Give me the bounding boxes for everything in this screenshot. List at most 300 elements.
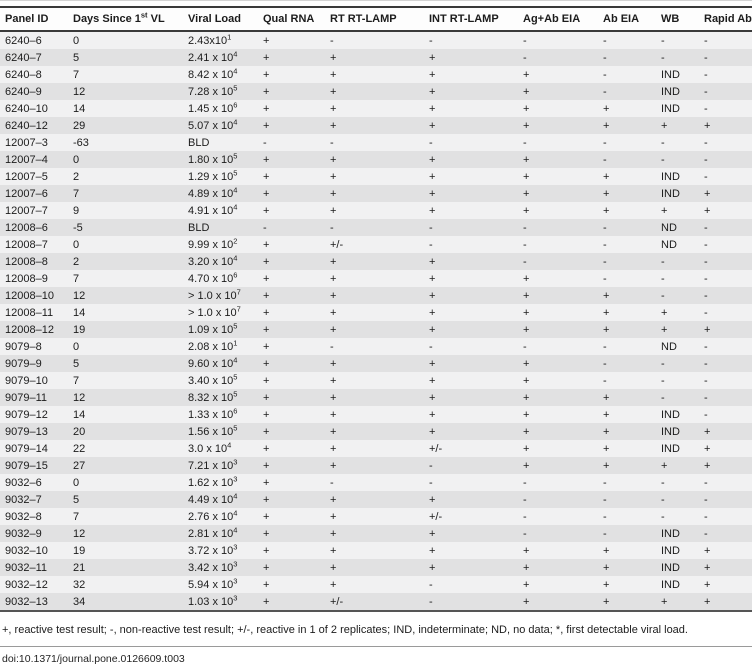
cell-days-since-first-vl: 7: [73, 272, 80, 285]
cell-viral-load: 2.76 x $10^4$: [188, 508, 238, 523]
column-header-rapid-ab: Rapid Ab: [699, 7, 752, 31]
cell-ab-eia: +: [603, 408, 610, 421]
cell-ab-eia: -: [603, 340, 607, 353]
cell-qual-rna: +: [263, 561, 270, 574]
cell-days-since-first-vl: 5: [73, 493, 80, 506]
cell-ab-eia: +: [598, 593, 656, 611]
cell-ab-eia: -: [603, 493, 607, 506]
results-table: [0, 6, 752, 612]
table-row: [0, 474, 752, 491]
table-header: [0, 7, 752, 31]
doi-text: doi:10.1371/journal.pone.0126609.t003: [2, 653, 185, 665]
cell-ag-ab-eia: +: [523, 204, 530, 217]
cell-days-since-first-vl: 14: [73, 306, 86, 319]
cell-rt-rt-lamp: +: [330, 306, 337, 319]
cell-viral-load: > 1.0 x $10^7$: [188, 304, 241, 319]
cell-wb: -: [661, 272, 665, 285]
cell-int-rt-lamp: +/-: [429, 442, 443, 455]
column-header-ag-ab-eia: Ag+Ab EIA: [518, 7, 598, 31]
cell-viral-load: 1.80 x $10^5$: [188, 151, 238, 166]
cell-days-since-first-vl: 20: [73, 425, 86, 438]
cell-days-since-first-vl: 0: [73, 238, 80, 251]
cell-int-rt-lamp: -: [429, 238, 433, 251]
cell-rapid-ab: +: [704, 578, 711, 591]
cell-rapid-ab: -: [704, 68, 708, 81]
cell-rapid-ab: -: [704, 527, 708, 540]
cell-qual-rna: +: [263, 510, 270, 523]
cell-panel-id: 12008–6: [5, 221, 48, 234]
cell-viral-load: 1.62 x $10^3$: [188, 474, 238, 489]
cell-ab-eia: +: [603, 102, 610, 115]
cell-panel-id: 9079–15: [5, 459, 48, 472]
cell-ag-ab-eia: +: [523, 561, 530, 574]
cell-rt-rt-lamp: +: [330, 408, 337, 421]
cell-days-since-first-vl: 2: [73, 255, 80, 268]
cell-viral-load: 9.99 x $10^2$: [188, 236, 238, 251]
cell-qual-rna: +: [263, 527, 270, 540]
cell-ag-ab-eia: +: [523, 272, 530, 285]
cell-panel-id: 12007–7: [5, 204, 48, 217]
cell-ab-eia: -: [603, 510, 607, 523]
cell-viral-load: 5.07 x $10^4$: [188, 117, 238, 132]
cell-viral-load: 1.56 x $10^5$: [188, 423, 238, 438]
cell-wb: -: [661, 289, 665, 302]
table-row: [0, 304, 752, 321]
cell-viral-load: 4.70 x $10^6$: [188, 270, 238, 285]
cell-rt-rt-lamp: +: [330, 493, 337, 506]
cell-days-since-first-vl: 32: [73, 578, 86, 591]
cell-rt-rt-lamp: +: [330, 544, 337, 557]
cell-wb: -: [661, 374, 665, 387]
table-row: [0, 185, 752, 202]
column-header-days-since-first-vl: Days Since 1st VL: [68, 7, 183, 31]
cell-rt-rt-lamp: -: [330, 136, 334, 149]
cell-rt-rt-lamp: +: [330, 391, 337, 404]
cell-panel-id: 9079–11: [5, 391, 48, 404]
cell-wb: ND: [661, 221, 677, 234]
cell-ag-ab-eia: -: [523, 493, 527, 506]
cell-qual-rna: +: [263, 272, 270, 285]
cell-wb: IND: [661, 187, 680, 200]
cell-qual-rna: +: [263, 459, 270, 472]
table-row: [0, 593, 752, 611]
cell-rapid-ab: -: [704, 221, 708, 234]
cell-wb: -: [661, 153, 665, 166]
cell-panel-id: 9079–14: [5, 442, 48, 455]
cell-panel-id: 6240–6: [5, 34, 42, 47]
cell-rt-rt-lamp: +: [330, 153, 337, 166]
cell-int-rt-lamp: +: [429, 561, 436, 574]
cell-viral-load: 9.60 x $10^4$: [188, 355, 238, 370]
cell-ab-eia: -: [603, 476, 607, 489]
cell-ab-eia: -: [603, 51, 607, 64]
cell-wb: IND: [661, 527, 680, 540]
cell-ag-ab-eia: +: [523, 68, 530, 81]
cell-ab-eia: -: [603, 34, 607, 47]
cell-qual-rna: +: [263, 68, 270, 81]
cell-ag-ab-eia: +: [523, 425, 530, 438]
cell-ag-ab-eia: -: [523, 221, 527, 234]
cell-panel-id: 6240–7: [5, 51, 42, 64]
cell-days-since-first-vl: 0: [73, 476, 80, 489]
table-row: [0, 338, 752, 355]
cell-viral-load: 4.49 x $10^4$: [188, 491, 238, 506]
cell-wb: -: [661, 136, 665, 149]
cell-wb: -: [661, 493, 665, 506]
cell-days-since-first-vl: 34: [68, 593, 183, 611]
cell-qual-rna: +: [263, 391, 270, 404]
cell-days-since-first-vl: 19: [73, 544, 86, 557]
cell-rapid-ab: -: [704, 238, 708, 251]
cell-rapid-ab: -: [704, 408, 708, 421]
cell-ag-ab-eia: +: [523, 442, 530, 455]
table-row: [0, 508, 752, 525]
cell-qual-rna: +: [263, 374, 270, 387]
cell-ag-ab-eia: +: [523, 102, 530, 115]
cell-rapid-ab: -: [704, 306, 708, 319]
cell-int-rt-lamp: -: [429, 221, 433, 234]
cell-rapid-ab: +: [704, 204, 711, 217]
cell-rt-rt-lamp: +: [330, 459, 337, 472]
cell-int-rt-lamp: +: [429, 357, 436, 370]
cell-rapid-ab: -: [704, 136, 708, 149]
table-footnote: +, reactive test result; -, non-reactive test result; +/-, reactive in 1 of 2 replicates; IND, indeterminate; ND, no data; *, first detectable viral load.: [2, 624, 688, 636]
cell-rapid-ab: -: [704, 476, 708, 489]
cell-int-rt-lamp: -: [429, 459, 433, 472]
table-row: [0, 491, 752, 508]
cell-panel-id: 9079–8: [5, 340, 42, 353]
cell-qual-rna: +: [263, 442, 270, 455]
cell-ab-eia: +: [603, 306, 610, 319]
table-row: [0, 389, 752, 406]
cell-days-since-first-vl: 14: [73, 408, 86, 421]
cell-viral-load: 1.09 x $10^5$: [188, 321, 238, 336]
cell-panel-id: 12007–6: [5, 187, 48, 200]
cell-panel-id: 6240–12: [5, 119, 48, 132]
cell-int-rt-lamp: +: [429, 68, 436, 81]
cell-rt-rt-lamp: +: [330, 102, 337, 115]
cell-ab-eia: -: [603, 527, 607, 540]
cell-int-rt-lamp: -: [429, 476, 433, 489]
cell-wb: -: [661, 255, 665, 268]
cell-rt-rt-lamp: +: [330, 170, 337, 183]
cell-panel-id: 9079–10: [5, 374, 48, 387]
cell-wb: +: [661, 306, 668, 319]
cell-qual-rna: +: [263, 425, 270, 438]
cell-wb: +: [661, 459, 668, 472]
cell-wb: IND: [661, 170, 680, 183]
cell-ab-eia: +: [603, 578, 610, 591]
cell-ab-eia: -: [603, 272, 607, 285]
cell-ab-eia: +: [603, 425, 610, 438]
cell-ag-ab-eia: +: [523, 289, 530, 302]
table-row: [0, 253, 752, 270]
table-body: [0, 31, 752, 611]
cell-rapid-ab: -: [704, 255, 708, 268]
cell-ag-ab-eia: -: [523, 527, 527, 540]
cell-viral-load: 5.94 x $10^3$: [188, 576, 238, 591]
footnote-divider: [0, 646, 752, 647]
cell-rt-rt-lamp: +/-: [325, 593, 424, 611]
table-row: [0, 100, 752, 117]
cell-rapid-ab: +: [704, 459, 711, 472]
table-row: [0, 66, 752, 83]
cell-days-since-first-vl: 0: [73, 340, 80, 353]
cell-viral-load: 1.45 x $10^6$: [188, 100, 238, 115]
cell-viral-load: 2.08 x $10^1$: [188, 338, 238, 353]
cell-int-rt-lamp: +: [429, 102, 436, 115]
cell-int-rt-lamp: +: [429, 85, 436, 98]
cell-viral-load: 3.72 x $10^3$: [188, 542, 238, 557]
cell-rapid-ab: -: [704, 85, 708, 98]
cell-ab-eia: -: [603, 68, 607, 81]
table-row: [0, 117, 752, 134]
cell-ag-ab-eia: -: [523, 51, 527, 64]
cell-panel-id: 6240–8: [5, 68, 42, 81]
column-header-ab-eia: Ab EIA: [598, 7, 656, 31]
cell-qual-rna: +: [263, 289, 270, 302]
cell-rt-rt-lamp: +: [330, 68, 337, 81]
cell-days-since-first-vl: 7: [73, 68, 80, 81]
cell-ab-eia: +: [603, 459, 610, 472]
cell-qual-rna: +: [263, 340, 270, 353]
column-header-wb: WB: [656, 7, 699, 31]
cell-days-since-first-vl: 7: [73, 374, 80, 387]
cell-days-since-first-vl: -63: [73, 136, 89, 149]
cell-int-rt-lamp: +: [429, 527, 436, 540]
cell-panel-id: 6240–10: [5, 102, 48, 115]
cell-rapid-ab: +: [704, 187, 711, 200]
cell-rapid-ab: +: [704, 425, 711, 438]
table-row: [0, 576, 752, 593]
cell-days-since-first-vl: 7: [73, 510, 80, 523]
cell-wb: +: [661, 119, 668, 132]
cell-int-rt-lamp: -: [424, 593, 518, 611]
cell-int-rt-lamp: +: [429, 255, 436, 268]
cell-panel-id: 9032–13: [0, 593, 68, 611]
cell-panel-id: 12008–12: [5, 323, 54, 336]
cell-ab-eia: -: [603, 255, 607, 268]
cell-qual-rna: +: [263, 493, 270, 506]
cell-rapid-ab: -: [704, 289, 708, 302]
cell-wb: -: [661, 34, 665, 47]
cell-qual-rna: +: [263, 408, 270, 421]
cell-ag-ab-eia: +: [523, 357, 530, 370]
cell-rt-rt-lamp: +: [330, 85, 337, 98]
cell-ab-eia: -: [603, 136, 607, 149]
cell-days-since-first-vl: 2: [73, 170, 80, 183]
cell-wb: -: [661, 51, 665, 64]
cell-qual-rna: +: [263, 51, 270, 64]
cell-viral-load: 3.40 x $10^5$: [188, 372, 238, 387]
cell-rapid-ab: -: [704, 493, 708, 506]
cell-viral-load: 7.21 x $10^3$: [188, 457, 238, 472]
cell-viral-load: 3.42 x $10^3$: [188, 559, 238, 574]
table-row: [0, 202, 752, 219]
table-row: [0, 134, 752, 151]
cell-viral-load: BLD: [188, 136, 210, 149]
cell-panel-id: 12008–7: [5, 238, 48, 251]
cell-rapid-ab: -: [704, 510, 708, 523]
table-row: [0, 287, 752, 304]
cell-int-rt-lamp: +: [429, 323, 436, 336]
cell-qual-rna: +: [263, 544, 270, 557]
cell-rapid-ab: +: [704, 561, 711, 574]
cell-ag-ab-eia: +: [523, 544, 530, 557]
cell-wb: IND: [661, 85, 680, 98]
cell-rapid-ab: +: [704, 544, 711, 557]
cell-qual-rna: +: [263, 204, 270, 217]
table-row: [0, 406, 752, 423]
cell-days-since-first-vl: 27: [73, 459, 86, 472]
cell-qual-rna: +: [263, 153, 270, 166]
cell-ag-ab-eia: +: [523, 578, 530, 591]
cell-int-rt-lamp: +: [429, 306, 436, 319]
cell-days-since-first-vl: 0: [73, 34, 80, 47]
column-header-viral-load: Viral Load: [183, 7, 258, 31]
cell-days-since-first-vl: 5: [73, 357, 80, 370]
cell-ab-eia: -: [603, 238, 607, 251]
cell-int-rt-lamp: -: [429, 136, 433, 149]
cell-wb: +: [656, 593, 699, 611]
cell-wb: -: [661, 510, 665, 523]
cell-panel-id: 9079–9: [5, 357, 42, 370]
cell-rt-rt-lamp: +: [330, 323, 337, 336]
cell-viral-load: 2.41 x $10^4$: [188, 49, 238, 64]
cell-wb: +: [661, 204, 668, 217]
cell-rt-rt-lamp: +: [330, 561, 337, 574]
cell-panel-id: 9032–10: [5, 544, 48, 557]
cell-days-since-first-vl: 19: [73, 323, 86, 336]
cell-int-rt-lamp: +: [429, 544, 436, 557]
cell-viral-load: 2.81 x $10^4$: [188, 525, 238, 540]
cell-ab-eia: +: [603, 544, 610, 557]
cell-days-since-first-vl: 7: [73, 187, 80, 200]
cell-qual-rna: -: [263, 136, 267, 149]
cell-int-rt-lamp: +: [429, 187, 436, 200]
cell-ag-ab-eia: -: [523, 255, 527, 268]
cell-qual-rna: +: [263, 578, 270, 591]
cell-panel-id: 12007–5: [5, 170, 48, 183]
cell-int-rt-lamp: +/-: [429, 510, 443, 523]
cell-rapid-ab: -: [704, 153, 708, 166]
cell-ag-ab-eia: +: [523, 119, 530, 132]
cell-wb: IND: [661, 442, 680, 455]
cell-rt-rt-lamp: +: [330, 578, 337, 591]
cell-rapid-ab: -: [704, 272, 708, 285]
cell-rt-rt-lamp: +: [330, 425, 337, 438]
cell-wb: IND: [661, 578, 680, 591]
cell-ab-eia: -: [603, 374, 607, 387]
table-row: [0, 440, 752, 457]
cell-panel-id: 9079–13: [5, 425, 48, 438]
cell-rt-rt-lamp: +: [330, 527, 337, 540]
cell-qual-rna: +: [263, 119, 270, 132]
cell-ab-eia: +: [603, 323, 610, 336]
cell-qual-rna: -: [263, 221, 267, 234]
cell-viral-load: 8.32 x $10^5$: [188, 389, 238, 404]
column-header-qual-rna: Qual RNA: [258, 7, 325, 31]
cell-rt-rt-lamp: +: [330, 187, 337, 200]
cell-days-since-first-vl: 12: [73, 85, 86, 98]
cell-ab-eia: -: [603, 85, 607, 98]
cell-rt-rt-lamp: +: [330, 51, 337, 64]
cell-int-rt-lamp: -: [429, 340, 433, 353]
cell-viral-load: 4.89 x $10^4$: [188, 185, 238, 200]
cell-ag-ab-eia: -: [523, 34, 527, 47]
table-row: [0, 559, 752, 576]
cell-rapid-ab: +: [699, 593, 752, 611]
cell-panel-id: 12008–9: [5, 272, 48, 285]
cell-panel-id: 9032–11: [5, 561, 48, 574]
cell-panel-id: 9032–9: [5, 527, 42, 540]
cell-ab-eia: +: [603, 561, 610, 574]
cell-days-since-first-vl: 29: [73, 119, 86, 132]
cell-panel-id: 6240–9: [5, 85, 42, 98]
cell-int-rt-lamp: +: [429, 153, 436, 166]
cell-days-since-first-vl: 12: [73, 391, 86, 404]
cell-rapid-ab: +: [704, 323, 711, 336]
cell-rt-rt-lamp: +: [330, 272, 337, 285]
cell-qual-rna: +: [263, 357, 270, 370]
cell-int-rt-lamp: +: [429, 170, 436, 183]
cell-panel-id: 12008–10: [5, 289, 54, 302]
cell-rt-rt-lamp: +: [330, 204, 337, 217]
cell-int-rt-lamp: +: [429, 391, 436, 404]
cell-qual-rna: +: [263, 170, 270, 183]
cell-ag-ab-eia: +: [523, 459, 530, 472]
cell-wb: -: [661, 476, 665, 489]
column-header-rt-rt-lamp: RT RT-LAMP: [325, 7, 424, 31]
cell-qual-rna: +: [263, 85, 270, 98]
cell-ag-ab-eia: -: [523, 340, 527, 353]
table-row: [0, 525, 752, 542]
cell-ag-ab-eia: +: [523, 391, 530, 404]
cell-ag-ab-eia: +: [523, 306, 530, 319]
cell-ag-ab-eia: -: [523, 136, 527, 149]
table-row: [0, 49, 752, 66]
column-header-int-rt-lamp: INT RT-LAMP: [424, 7, 518, 31]
cell-ab-eia: +: [603, 119, 610, 132]
cell-qual-rna: +: [263, 255, 270, 268]
cell-int-rt-lamp: -: [429, 578, 433, 591]
cell-ag-ab-eia: +: [523, 323, 530, 336]
cell-wb: IND: [661, 561, 680, 574]
cell-days-since-first-vl: 12: [73, 289, 86, 302]
cell-ab-eia: +: [603, 187, 610, 200]
cell-viral-load: 7.28 x $10^5$: [188, 83, 238, 98]
cell-viral-load: 1.03 x $10^3$: [183, 593, 258, 611]
cell-days-since-first-vl: 12: [73, 527, 86, 540]
cell-qual-rna: +: [263, 323, 270, 336]
cell-days-since-first-vl: 5: [73, 51, 80, 64]
cell-viral-load: 4.91 x $10^4$: [188, 202, 238, 217]
cell-wb: +: [661, 323, 668, 336]
header-row: [0, 7, 752, 31]
table-row: [0, 219, 752, 236]
cell-days-since-first-vl: -5: [73, 221, 83, 234]
column-header-panel-id: Panel ID: [0, 7, 68, 31]
cell-int-rt-lamp: +: [429, 425, 436, 438]
cell-wb: ND: [661, 238, 677, 251]
cell-viral-load: 1.33 x $10^6$: [188, 406, 238, 421]
cell-wb: IND: [661, 544, 680, 557]
cell-rt-rt-lamp: +: [330, 289, 337, 302]
cell-viral-load: 8.42 x $10^4$: [188, 66, 238, 81]
cell-ab-eia: +: [603, 442, 610, 455]
cell-rapid-ab: -: [704, 102, 708, 115]
cell-qual-rna: +: [263, 238, 270, 251]
